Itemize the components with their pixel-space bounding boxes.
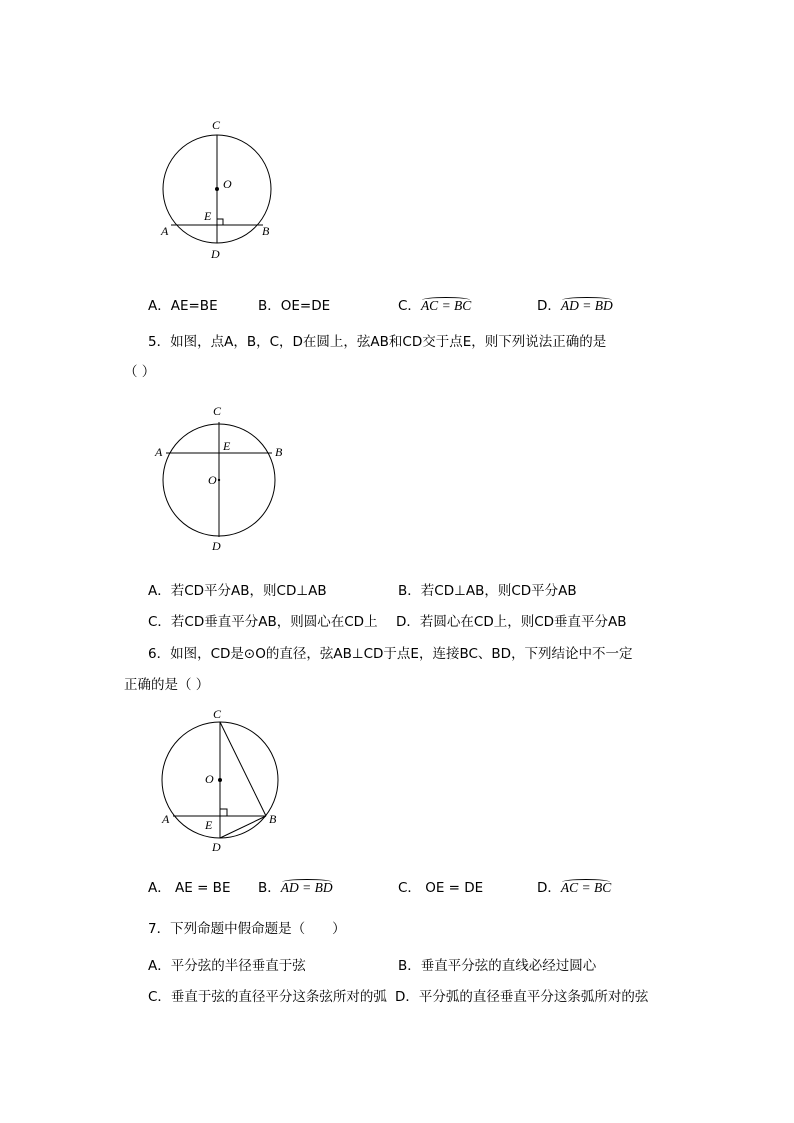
label-e: E: [223, 439, 231, 453]
q4-option-a: A．AE=BE: [148, 298, 218, 314]
q6-option-c: C． OE = DE: [398, 880, 484, 896]
label-d: D: [212, 539, 221, 553]
figure-circle-3: [150, 702, 295, 860]
q5-stem-line2: （ ）: [124, 364, 156, 380]
label-a: A: [161, 224, 169, 238]
q7-option-d: D．平分弧的直径垂直平分这条弧所对的弦: [395, 989, 649, 1005]
q5-option-b: B．若CD⊥AB，则CD平分AB: [398, 583, 577, 599]
segment-bc: [220, 722, 266, 816]
label-a: A: [155, 445, 163, 459]
q5-option-a: A．若CD平分AB，则CD⊥AB: [148, 583, 327, 599]
q4-option-d-prefix: D．: [537, 298, 561, 314]
q4-option-c: [398, 297, 471, 315]
q6-stem-line1: 6．如图，CD是⊙O的直径，弦AB⊥CD于点E，连接BC、BD，下列结论中不一定: [148, 646, 633, 662]
label-c: C: [213, 404, 222, 418]
q6-option-a: A． AE = BE: [148, 880, 231, 896]
figure-circle-1: [150, 112, 290, 267]
label-o: O: [223, 177, 232, 191]
figure-circle-2: [150, 400, 295, 560]
center-point: [218, 778, 222, 782]
right-angle-mark: [217, 219, 223, 225]
label-a: A: [162, 812, 170, 826]
q7-stem: 7．下列命题中假命题是（ ）: [148, 921, 346, 937]
q7-option-c: C．垂直于弦的直径平分这条弦所对的弧: [148, 989, 387, 1005]
circle-diagram-2: [150, 400, 295, 560]
label-b: B: [262, 224, 270, 238]
q6-option-b-prefix: B．: [258, 880, 281, 896]
q6-option-d-arc-expr: AC = BC: [560, 880, 612, 895]
label-c: C: [213, 707, 222, 721]
q4-option-d-arc-expr: AD = BD: [560, 298, 613, 313]
q4-option-c-prefix: C．: [398, 298, 421, 314]
label-d: D: [212, 840, 221, 854]
q5-option-c: C．若CD垂直平分AB，则圆心在CD上: [148, 614, 378, 630]
q6-option-b-arc-expr: AD = BD: [280, 880, 333, 895]
segment-bd: [220, 816, 266, 838]
q5-stem-line1: 5．如图，点A，B，C，D在圆上，弦AB和CD交于点E，则下列说法正确的是: [148, 334, 607, 350]
label-o: O: [208, 473, 217, 487]
label-e: E: [204, 209, 212, 223]
label-o: O: [205, 772, 214, 786]
q4-option-b: B．OE=DE: [258, 298, 331, 314]
q6-option-b: [258, 879, 333, 897]
label-e: E: [205, 818, 213, 832]
label-d: D: [211, 247, 220, 261]
center-point: [215, 187, 219, 191]
q7-option-b: B．垂直平分弦的直线必经过圆心: [398, 958, 597, 974]
label-b: B: [269, 812, 277, 826]
q5-option-d: D．若圆心在CD上，则CD垂直平分AB: [396, 614, 627, 630]
q4-option-d: [537, 297, 613, 315]
right-angle-mark: [220, 809, 227, 816]
label-c: C: [212, 118, 221, 132]
label-b: B: [275, 445, 283, 459]
q7-option-a: A．平分弦的半径垂直于弦: [148, 958, 306, 974]
q6-stem-line2: 正确的是（ ）: [124, 677, 210, 693]
circle-diagram-3: [150, 702, 295, 860]
center-point: [218, 479, 220, 481]
q4-option-c-arc-expr: AC = BC: [420, 298, 472, 313]
q6-option-d-prefix: D．: [537, 880, 561, 896]
q6-option-d: [537, 879, 611, 897]
circle-diagram-1: [150, 112, 290, 267]
